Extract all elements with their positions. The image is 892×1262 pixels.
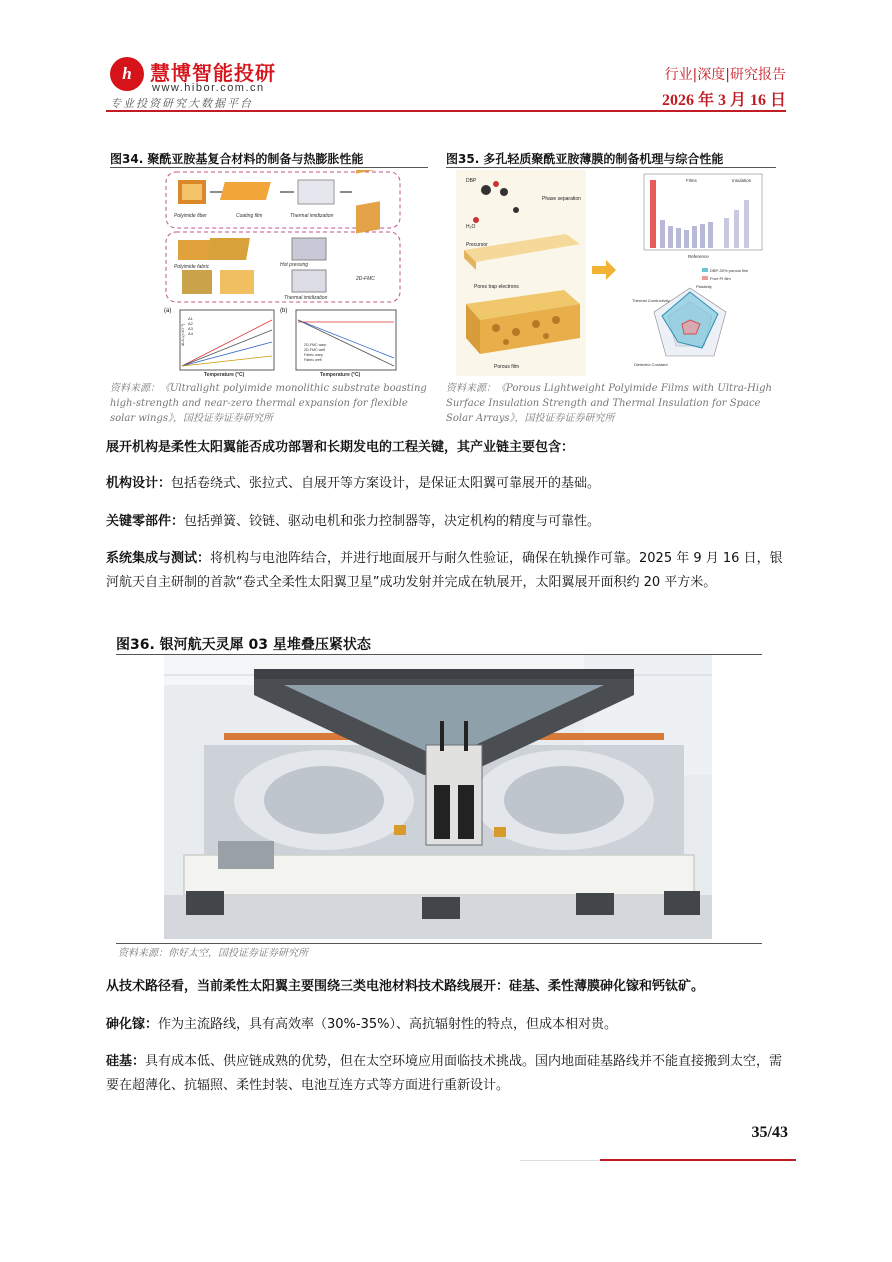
report-date: 2026 年 3 月 16 日 (661, 92, 786, 109)
figure-36-source: 资料来源：你好太空，国投证券证券研究所 (118, 948, 308, 959)
legend-a4: A4 (188, 331, 193, 336)
figure-36-title: 图36. 银河航天灵犀 03 星堆叠压紧状态 (116, 637, 371, 653)
text-key-components: 包括弹簧、铰链、驱动电机和张力控制器等，决定机构的精度与可靠性。 (184, 514, 601, 529)
paragraph-key-components (106, 510, 790, 534)
heading-gaas: 砷化镓： (106, 1017, 159, 1032)
figure-35-title: 图35. 多孔轻质聚酰亚胺薄膜的制备机理与综合性能 (446, 152, 724, 166)
logo-icon: h (110, 57, 144, 91)
header-divider (106, 110, 786, 112)
figure-34-rule (110, 167, 428, 168)
figure-36-bottom-rule (116, 943, 762, 944)
text-integration: 将机构与电池阵结合，并进行地面展开与耐久性验证，确保在轨操作可靠。2025 年 9 月 16 日，银河航天自主研制的首款“卷式全柔性太阳翼卫星”成功发射并完成在轨展开，太阳翼展开面积约 20 平方米。 (106, 551, 783, 590)
panel-b-label: (b) (280, 308, 288, 314)
text-mechanism-design: 包括卷绕式、张拉式、自展开等方案设计，是保证太阳翼可靠展开的基础。 (171, 476, 601, 491)
text-silicon: 具有成本低、供应链成熟的优势，但在太空环境应用面临技术挑战。国内地面硅基路线并不能直接搬到太空，需要在超薄化、抗辐照、柔性封装、电池互连方式等方面进行重新设计。 (106, 1054, 783, 1093)
legend-b1: 2D-FMC warp (304, 343, 327, 347)
heading-key-components: 关键零部件： (106, 514, 185, 529)
figure-34-image (160, 170, 410, 378)
paragraph-intro: 展开机构是柔性太阳翼能否成功部署和长期发电的工程关键，其产业链主要包含： (106, 440, 575, 455)
radar-legend-2: Pure PI film (710, 276, 731, 281)
paragraph-integration (106, 547, 790, 595)
satellite-photo (164, 655, 712, 939)
label-porous: Porous film (494, 364, 520, 370)
heading-silicon: 硅基： (106, 1054, 146, 1069)
heading-mechanism-design: 机构设计： (106, 476, 172, 491)
xlabel-a: Temperature (°C) (204, 372, 245, 378)
label-thermal-imid: Thermal imidization (290, 213, 334, 219)
logo-url[interactable]: www.hibor.com.cn (152, 82, 265, 94)
report-category: 行业|深度|研究报告 (664, 67, 786, 83)
label-phase: Phase separation (542, 196, 581, 202)
legend-a1: A1 (188, 316, 193, 321)
footer-accent-rule (600, 1159, 796, 1161)
paragraph-silicon (106, 1050, 790, 1098)
heading-integration: 系统集成与测试： (106, 551, 211, 566)
figure-34-title: 图34. 聚酰亚胺基复合材料的制备与热膨胀性能 (110, 152, 364, 166)
figure-35-source: 资料来源：《Porous Lightweight Polyimide Films with Ultra-High Surface Insulation Strength and Thermal Insulation for Space Solar Arrays》，国投证券证券研究所 (446, 383, 772, 424)
label-insulation: Insulation (732, 178, 752, 183)
panel-a-label: (a) (164, 308, 172, 314)
xlabel-b: Temperature (°C) (320, 372, 361, 378)
label-films: Films (686, 178, 697, 183)
label-thermal-imid-2: Thermal imidization (284, 295, 328, 301)
logo-name: 慧博智能投研 (150, 61, 276, 85)
figure-35-rule (446, 167, 776, 168)
figure-34-source: 资料来源：《Ultralight polyimide monolithic substrate boasting high-strength and near-zero thermal expansion for flexible solar wings》，国投证券证券研究所 (110, 383, 427, 424)
logo-slogan: 专业投资研究大数据平台 (110, 97, 253, 110)
legend-a2: A2 (188, 321, 193, 326)
page-number: 35/43 (751, 1124, 788, 1141)
label-fiber: Polyimide fiber (174, 213, 207, 219)
radar-axis-2: Plasticity (696, 284, 712, 289)
label-hot-pressing: Hot pressing (280, 262, 309, 268)
ylabel-a: dL/L₀(×10⁻³) (180, 323, 185, 346)
text-gaas: 作为主流路线，具有高效率（30%-35%）、高抗辐射性的特点，但成本相对贵。 (158, 1017, 617, 1032)
radar-axis-3: Dielectric Constant (634, 362, 668, 367)
label-reference: Reference (688, 254, 709, 259)
radar-legend-1: DBP-30% porous film (710, 268, 749, 273)
label-precursor: Precursor (466, 242, 488, 248)
label-dbp: DBP (466, 178, 477, 184)
paragraph-tech-route: 从技术路径看，当前柔性太阳翼主要围绕三类电池材料技术路线展开：硅基、柔性薄膜砷化镓和钙钛矿。 (106, 979, 705, 994)
legend-b2: 2D-FMC weft (304, 348, 326, 352)
label-fmc-2: 2D-FMC (356, 276, 375, 282)
legend-a3: A3 (188, 326, 193, 331)
paragraph-gaas (106, 1013, 790, 1037)
legend-b3: Fabric warp (304, 353, 323, 357)
legend-b4: Fabric weft (304, 358, 322, 362)
label-pores: Pores trap electrons (474, 284, 519, 290)
label-h2o: H₂O (466, 224, 476, 230)
figure-35-image (456, 170, 768, 376)
radar-axis-1: Thermal Conductivity (632, 298, 670, 303)
label-coating: Coating film (236, 213, 263, 219)
label-fabric: Polyimide fabric (174, 264, 210, 270)
paragraph-mechanism-design (106, 472, 790, 496)
